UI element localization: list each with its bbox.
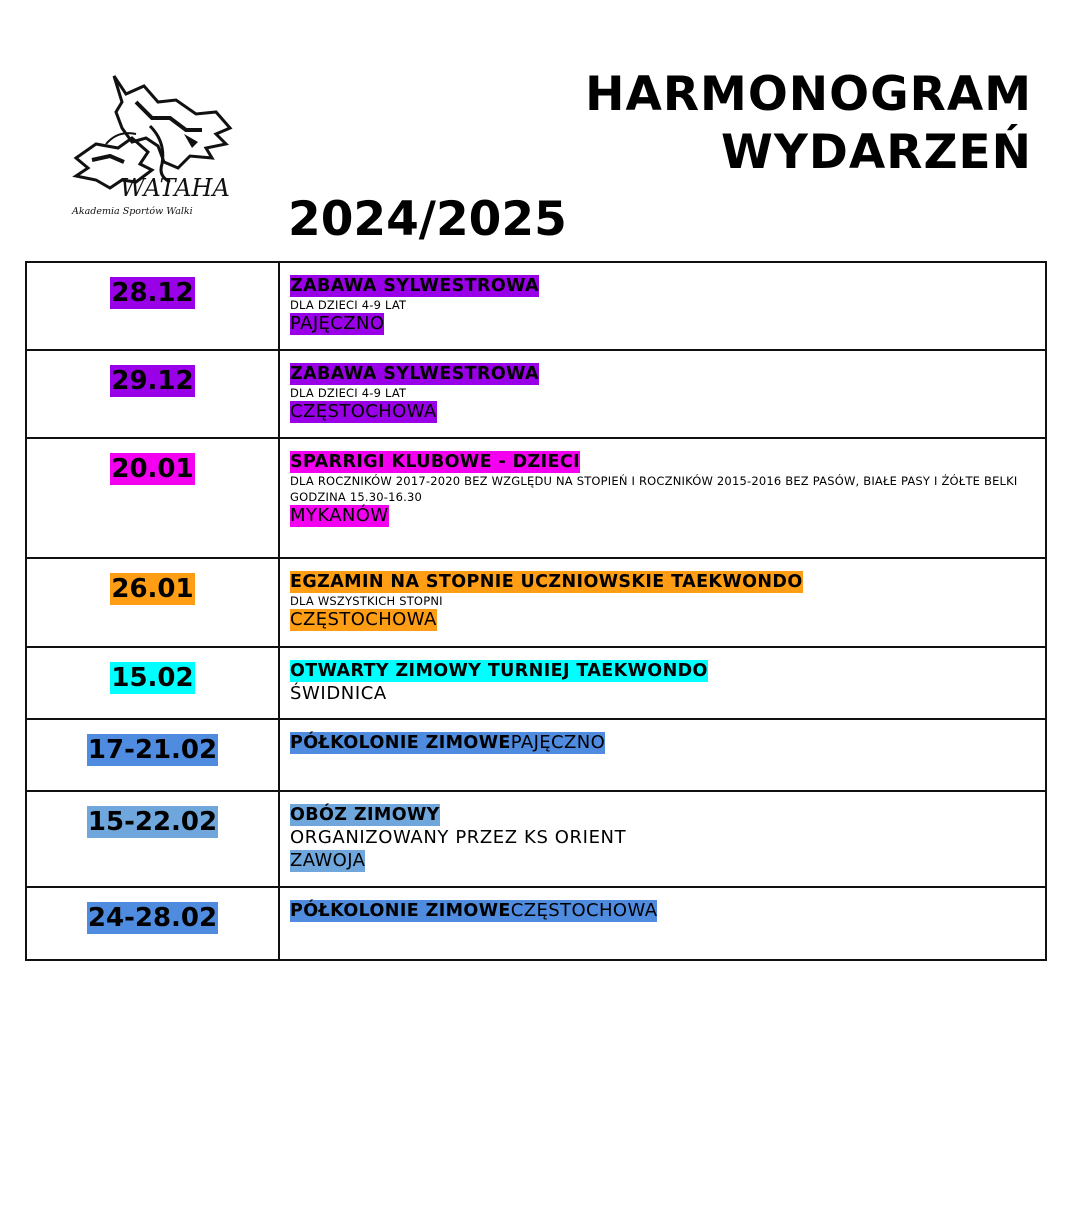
logo-name: WATAHA — [120, 174, 230, 202]
event-title: OBÓZ ZIMOWY — [290, 805, 440, 825]
date-cell — [26, 887, 279, 960]
event-place: PAJĘCZNO — [290, 313, 385, 334]
event-row — [26, 791, 1046, 887]
info-cell — [279, 647, 1046, 719]
event-detail: DLA DZIECI 4-9 LAT — [290, 298, 407, 312]
event-title: SPARRIGI KLUBOWE - DZIECI — [290, 452, 581, 472]
date-cell — [26, 438, 279, 558]
date-cell — [26, 558, 279, 647]
event-row — [26, 262, 1046, 350]
wolf-logo-icon — [66, 72, 238, 222]
date-cell — [26, 262, 279, 350]
logo-subtitle: Akademia Sportów Walki — [72, 206, 193, 217]
info-cell — [279, 791, 1046, 887]
event-place: PAJĘCZNO — [510, 732, 606, 753]
event-detail: DLA ROCZNIKÓW 2017-2020 BEZ WZGLĘDU NA STOPIEŃ I ROCZNIKÓW 2015-2016 BEZ PASÓW, BIAŁE PASY I ŻÓŁTE BELKI — [290, 474, 1018, 488]
event-place: MYKANÓW — [290, 505, 389, 526]
info-cell — [279, 887, 1046, 960]
info-cell — [279, 719, 1046, 791]
event-title: PÓŁKOLONIE ZIMOWE — [290, 733, 511, 753]
event-detail: DLA DZIECI 4-9 LAT — [290, 386, 407, 400]
date-cell — [26, 791, 279, 887]
event-place: ZAWOJA — [290, 850, 366, 871]
event-row — [26, 887, 1046, 960]
event-detail: GODZINA 15.30-16.30 — [290, 490, 423, 504]
event-place: CZĘSTOCHOWA — [290, 609, 437, 630]
page-title — [585, 66, 1032, 182]
info-cell — [279, 350, 1046, 438]
event-row — [26, 558, 1046, 647]
date-cell — [26, 647, 279, 719]
event-subtitle: ŚWIDNICA — [290, 683, 387, 704]
date-cell — [26, 719, 279, 791]
event-date: 17-21.02 — [87, 735, 218, 765]
event-date: 20.01 — [111, 454, 194, 484]
info-cell — [279, 558, 1046, 647]
event-title: PÓŁKOLONIE ZIMOWE — [290, 901, 511, 921]
info-cell — [279, 438, 1046, 558]
event-subtitle: ORGANIZOWANY PRZEZ KS ORIENT — [290, 827, 627, 848]
title-line-2: WYDARZEŃ — [721, 125, 1032, 180]
event-place: CZĘSTOCHOWA — [510, 900, 658, 921]
event-row — [26, 719, 1046, 791]
info-cell — [279, 262, 1046, 350]
event-date: 15.02 — [111, 663, 194, 693]
event-title: ZABAWA SYLWESTROWA — [290, 364, 539, 384]
date-cell — [26, 350, 279, 438]
wataha-logo — [66, 72, 238, 222]
title-line-1: HARMONOGRAM — [585, 67, 1032, 122]
season-year: 2024/2025 — [288, 192, 567, 247]
event-title: ZABAWA SYLWESTROWA — [290, 276, 539, 296]
event-place: CZĘSTOCHOWA — [290, 401, 437, 422]
event-date: 29.12 — [111, 366, 194, 396]
event-date: 15-22.02 — [87, 807, 218, 837]
event-row — [26, 647, 1046, 719]
event-row — [26, 438, 1046, 558]
event-row — [26, 350, 1046, 438]
event-title: EGZAMIN NA STOPNIE UCZNIOWSKIE TAEKWONDO — [290, 572, 803, 592]
event-detail: DLA WSZYSTKICH STOPNI — [290, 594, 443, 608]
event-title: OTWARTY ZIMOWY TURNIEJ TAEKWONDO — [290, 661, 708, 681]
events-table — [25, 261, 1047, 961]
event-date: 28.12 — [111, 278, 194, 308]
event-date: 24-28.02 — [87, 903, 218, 933]
event-date: 26.01 — [111, 574, 194, 604]
